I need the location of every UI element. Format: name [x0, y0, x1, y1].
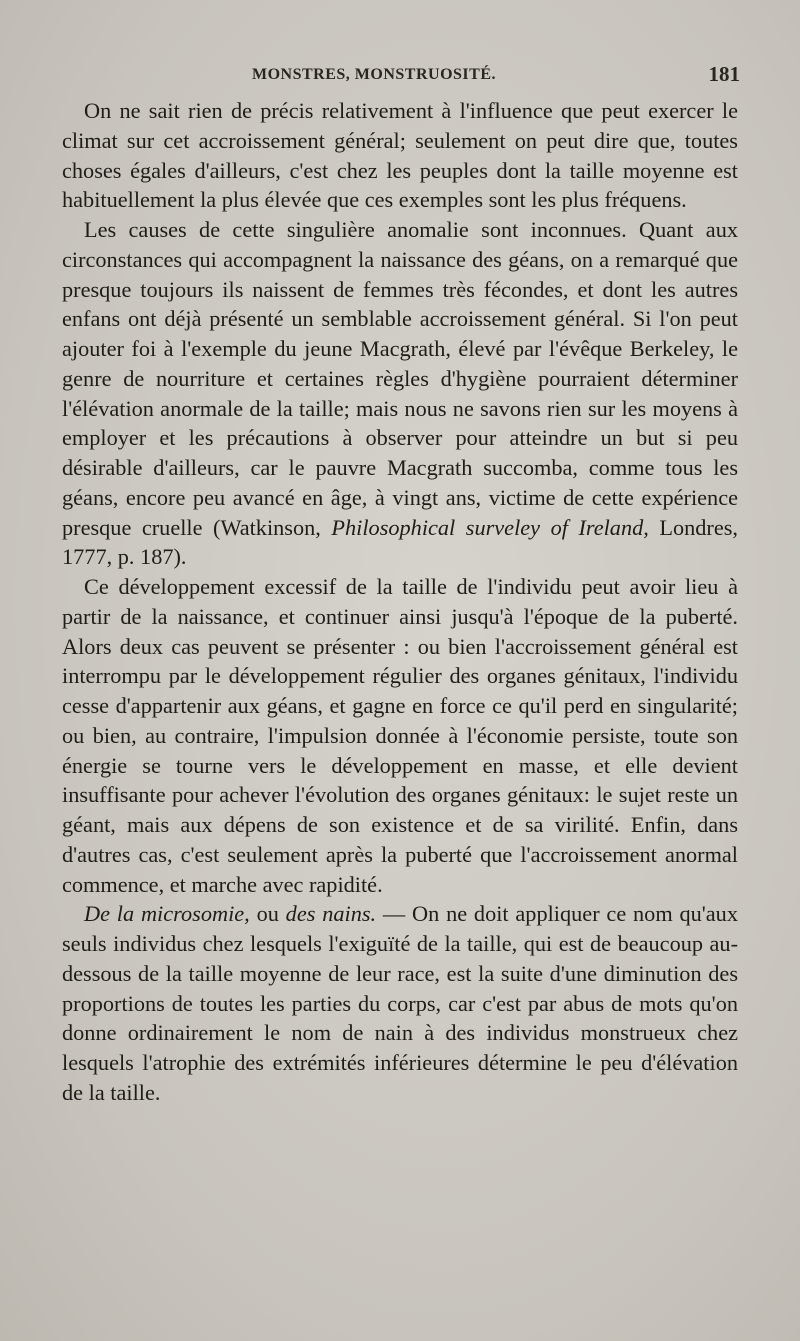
paragraph-text: Les causes de cette singulière anomalie sont inconnues. Quant aux circonstances qui accompagnent la naissance des géans, on a remarqué que presque toujours ils naissent de femmes très fécondes, et dont les autres enfans ont déjà présenté un semblable accroissement général. Si l'on peut ajouter foi à l'exemple du jeune Macgrath, élevé par l'évêque Berkeley, le genre de nourriture et certaines règles d'hygiène pourraient déterminer l'élévation anormale de la taille; mais nous ne savons rien sur les moyens à employer et les précautions à observer pour atteindre un but si peu désirable d'ailleurs, car le pauvre Macgrath succomba, comme tous les géans, encore peu avancé en âge, à vingt ans, victime de cette expérience presque cruelle (Watkinson, [62, 217, 738, 540]
page-header [62, 60, 738, 92]
paragraph-climat [62, 96, 738, 215]
running-title: MONSTRES, MONSTRUOSITÉ. [252, 66, 496, 83]
paragraph-text: — On ne doit appliquer ce nom qu'aux seuls individus chez lesquels l'exiguïté de la taille, qui est de beaucoup au-dessous de la taille moyenne de leur race, est la suite d'une diminution des proportions de toutes les parties du corps, car c'est par abus de mots qu'on donne ordinairement le nom de nain à des individus monstrueux chez lesquels l'atrophie des extrémités inférieures détermine le peu d'élévation de la taille. [62, 901, 738, 1105]
paragraph-microsomie [62, 899, 738, 1107]
citation-title: Philosophical surveley of Ireland, [331, 514, 649, 540]
page-number: 181 [708, 62, 740, 86]
heading-connector: ou [256, 901, 279, 927]
section-heading-nains: des nains. [285, 901, 377, 927]
body-text [62, 96, 738, 1108]
citation-details: Londres, 1777, p. 187). [62, 514, 738, 570]
section-heading-microsomie: De la microsomie, [84, 901, 250, 927]
paragraph-causes [62, 215, 738, 572]
paragraph-text: On ne sait rien de précis relativement à l'influence que peut exercer le climat sur cet accroissement général; seulement on peut dire que, toutes choses égales d'ailleurs, c'est chez les peuples dont la taille moyenne est habituellement la plus élevée que ces exemples sont les plus fréquens. [62, 98, 738, 213]
paragraph-text: Ce développement excessif de la taille de l'individu peut avoir lieu à partir de la naissance, et continuer ainsi jusqu'à l'époque de la puberté. Alors deux cas peuvent se présenter : ou bien l'accroissement général est interrompu par le développement régulier des organes génitaux, l'individu cesse d'appartenir aux géans, et gagne en force ce qu'il perd en singularité; ou bien, au contraire, l'impulsion donnée à l'économie persiste, toute son énergie se tourne vers le développement en masse, et elle devient insuffisante pour achever l'évolution des organes génitaux: le sujet reste un géant, mais aux dépens de son existence et de sa virilité. Enfin, dans d'autres cas, c'est seulement après la puberté que l'accroissement anormal commence, et marche avec rapidité. [62, 574, 738, 897]
paragraph-developpement [62, 572, 738, 899]
